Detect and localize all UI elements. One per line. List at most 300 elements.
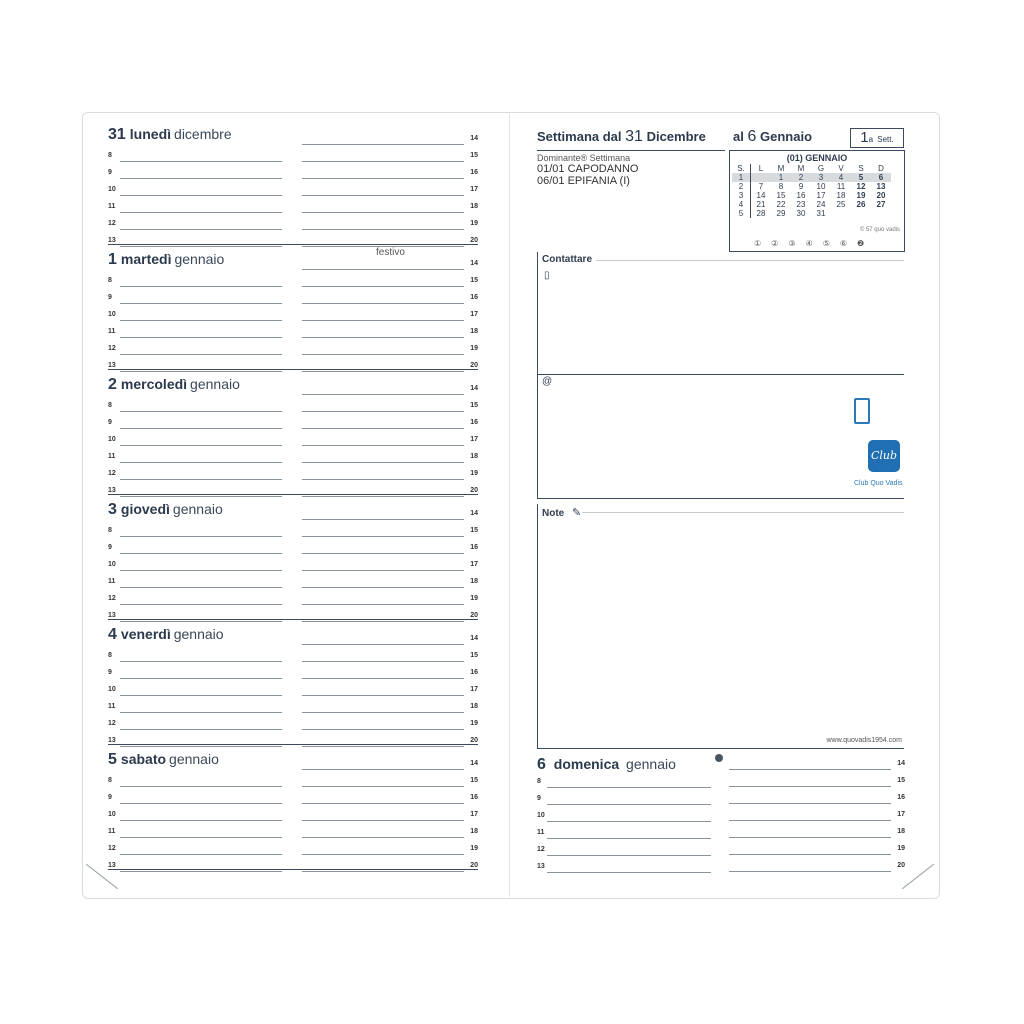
hour-slot[interactable]: [108, 561, 284, 573]
hour-label: 12: [108, 345, 116, 352]
hour-label: 19: [897, 845, 905, 852]
hour-label: 10: [108, 811, 116, 818]
hour-label: 10: [108, 686, 116, 693]
hour-slot[interactable]: [302, 595, 478, 607]
hour-slot[interactable]: [302, 385, 478, 397]
hour-label: 17: [470, 311, 478, 318]
hour-label: 9: [108, 419, 112, 426]
writing-line: [120, 303, 282, 304]
hour-label: 12: [537, 846, 545, 853]
writing-line: [729, 820, 891, 821]
hour-label: 17: [470, 561, 478, 568]
writing-line: [120, 604, 282, 605]
hour-slot[interactable]: [302, 135, 478, 147]
writing-line: [120, 354, 282, 355]
contact-title: Contattare: [542, 254, 593, 265]
hour-label: 14: [470, 260, 478, 267]
calendar-day: 21: [756, 200, 766, 209]
calendar-day: 18: [836, 191, 846, 200]
hour-label: 20: [470, 362, 478, 369]
writing-line: [120, 871, 282, 872]
calendar-day: 27: [876, 200, 886, 209]
writing-line: [302, 144, 464, 145]
hour-label: 10: [108, 186, 116, 193]
hour-slot[interactable]: [108, 686, 284, 698]
hour-slot[interactable]: [108, 811, 284, 823]
hour-slot[interactable]: [302, 635, 478, 647]
writing-line: [120, 229, 282, 230]
writing-line: [729, 769, 891, 770]
writing-line: [302, 536, 464, 537]
hour-label: 10: [108, 311, 116, 318]
hour-slot[interactable]: [302, 311, 478, 323]
hour-slot[interactable]: [302, 862, 478, 874]
hour-slot[interactable]: [302, 419, 478, 431]
hour-slot[interactable]: [729, 845, 905, 857]
calendar-note: © 57 quo vadis: [859, 227, 900, 233]
calendar-day: 2: [791, 173, 811, 182]
hour-slot[interactable]: [302, 345, 478, 357]
hour-label: 13: [108, 612, 116, 619]
hour-label: 12: [108, 220, 116, 227]
hour-slot[interactable]: [108, 328, 284, 340]
hour-label: 11: [108, 578, 116, 585]
writing-line: [302, 212, 464, 213]
writing-line: [302, 178, 464, 179]
hour-slot[interactable]: [729, 777, 905, 789]
hour-slot[interactable]: [108, 186, 284, 198]
hour-slot[interactable]: [302, 402, 478, 414]
calendar-day: 8: [778, 182, 784, 191]
writing-line: [302, 678, 464, 679]
writing-line: [120, 161, 282, 162]
calendar-day: 30: [796, 209, 806, 218]
writing-line: [120, 178, 282, 179]
hour-label: 13: [108, 487, 116, 494]
writing-line: [302, 445, 464, 446]
hour-slot[interactable]: [108, 220, 284, 232]
writing-line: [302, 428, 464, 429]
calendar-day: 15: [776, 191, 786, 200]
hour-label: 11: [108, 328, 116, 335]
hour-label: 18: [470, 453, 478, 460]
writing-line: [729, 803, 891, 804]
calendar-day: 11: [836, 182, 846, 191]
hour-slot[interactable]: [108, 169, 284, 181]
hour-slot[interactable]: [108, 345, 284, 357]
hour-label: 9: [108, 794, 112, 801]
hour-slot[interactable]: [729, 794, 905, 806]
hour-label: 9: [108, 169, 112, 176]
hour-label: 10: [108, 561, 116, 568]
calendar-day: 10: [816, 182, 826, 191]
hour-slot[interactable]: [302, 260, 478, 272]
writing-line: [302, 587, 464, 588]
hour-label: 17: [897, 811, 905, 818]
hour-slot[interactable]: [108, 703, 284, 715]
hour-slot[interactable]: [108, 277, 284, 289]
hour-label: 17: [470, 186, 478, 193]
hour-slot[interactable]: [302, 703, 478, 715]
mobile-phone-icon: [854, 398, 870, 424]
writing-line: [120, 729, 282, 730]
hour-label: 19: [470, 345, 478, 352]
hour-slot[interactable]: [108, 402, 284, 414]
writing-line: [302, 411, 464, 412]
day-header: 31 lunedì dicembre: [108, 126, 232, 143]
calendar-title: (01) GENNAIO: [786, 153, 848, 163]
mini-calendar: [729, 150, 905, 252]
hour-slot[interactable]: [302, 794, 478, 806]
hour-slot[interactable]: [302, 686, 478, 698]
writing-line: [120, 195, 282, 196]
writing-line: [302, 161, 464, 162]
writing-line: [302, 354, 464, 355]
holiday-item: 06/01 EPIFANIA (I): [537, 175, 630, 187]
calendar-day: 13: [876, 182, 886, 191]
hour-label: 19: [470, 845, 478, 852]
hour-slot[interactable]: [537, 863, 713, 875]
calendar-day: 7: [758, 182, 764, 191]
hour-label: 11: [108, 828, 116, 835]
writing-line: [120, 837, 282, 838]
hour-slot[interactable]: [537, 812, 713, 824]
hour-slot[interactable]: [302, 669, 478, 681]
hour-slot[interactable]: [302, 203, 478, 215]
calendar-day: 9: [798, 182, 804, 191]
hour-slot[interactable]: [302, 328, 478, 340]
hour-label: 12: [108, 595, 116, 602]
hour-label: 15: [470, 277, 478, 284]
hour-slot[interactable]: [302, 544, 478, 556]
hour-label: 8: [537, 778, 541, 785]
phone-icon: ▯: [544, 270, 550, 281]
left-page: [108, 120, 478, 870]
writing-line: [302, 479, 464, 480]
writing-line: [302, 519, 464, 520]
writing-line: [302, 337, 464, 338]
hour-slot[interactable]: [302, 811, 478, 823]
hour-slot[interactable]: [108, 794, 284, 806]
weekday-label: M: [797, 164, 805, 173]
week-number-badge: 1a Sett.: [850, 128, 904, 148]
bullet-dot: [715, 754, 723, 762]
hour-slot[interactable]: [108, 595, 284, 607]
calendar-day: 16: [796, 191, 806, 200]
writing-line: [547, 872, 711, 873]
hour-slot[interactable]: [108, 720, 284, 732]
day-block: [108, 495, 478, 620]
hour-slot[interactable]: [729, 862, 905, 874]
hour-label: 16: [470, 294, 478, 301]
writing-line: [302, 871, 464, 872]
writing-line: [302, 769, 464, 770]
hour-slot[interactable]: [108, 578, 284, 590]
calendar-week-row: [732, 191, 891, 200]
hour-label: 14: [470, 760, 478, 767]
writing-line: [302, 195, 464, 196]
writing-line: [729, 854, 891, 855]
calendar-day: 23: [796, 200, 806, 209]
writing-line: [302, 553, 464, 554]
hour-slot[interactable]: [302, 760, 478, 772]
writing-line: [302, 803, 464, 804]
writing-line: [547, 821, 711, 822]
hour-label: 14: [470, 135, 478, 142]
day-header: 1 martedì gennaio: [108, 251, 225, 268]
hour-slot[interactable]: [302, 720, 478, 732]
hour-slot[interactable]: [108, 470, 284, 482]
calendar-header: [732, 164, 891, 173]
day-block: [108, 245, 478, 370]
hour-label: 18: [470, 703, 478, 710]
hour-slot[interactable]: [302, 152, 478, 164]
calendar-week-row: [732, 173, 891, 182]
hour-label: 20: [470, 237, 478, 244]
hour-label: 20: [470, 612, 478, 619]
page-spine: [509, 112, 510, 897]
hour-label: 12: [108, 720, 116, 727]
writing-line: [302, 661, 464, 662]
hour-label: 8: [108, 152, 112, 159]
hour-slot[interactable]: [108, 845, 284, 857]
hour-label: 11: [537, 829, 545, 836]
hour-label: 13: [108, 862, 116, 869]
hour-label: 11: [108, 203, 116, 210]
day-block: [108, 120, 478, 245]
calendar-day: [851, 209, 871, 218]
hour-slot[interactable]: [302, 578, 478, 590]
hour-label: 16: [470, 544, 478, 551]
hour-slot[interactable]: [537, 829, 713, 841]
calendar-day: 17: [816, 191, 826, 200]
sunday-block: [537, 750, 905, 874]
day-block: [108, 370, 478, 495]
calendar-day: 24: [816, 200, 826, 209]
hour-slot[interactable]: [108, 652, 284, 664]
calendar-day: 31: [816, 209, 826, 218]
calendar-day: 4: [732, 200, 751, 209]
hour-slot[interactable]: [729, 811, 905, 823]
calendar-week-row: [732, 200, 891, 209]
hour-label: 11: [108, 703, 116, 710]
hour-label: 14: [470, 510, 478, 517]
writing-line: [729, 871, 891, 872]
writing-line: [302, 286, 464, 287]
writing-line: [120, 462, 282, 463]
note-title: Note: [542, 508, 565, 519]
writing-line: [302, 695, 464, 696]
hour-slot[interactable]: [302, 561, 478, 573]
weekday-label: D: [878, 164, 884, 173]
hour-slot[interactable]: [108, 203, 284, 215]
writing-line: [729, 786, 891, 787]
calendar-day: 22: [776, 200, 786, 209]
hour-label: 16: [470, 419, 478, 426]
writing-line: [120, 536, 282, 537]
writing-line: [302, 712, 464, 713]
weekday-label: G: [817, 164, 825, 173]
hour-slot[interactable]: [108, 669, 284, 681]
hour-label: 18: [470, 828, 478, 835]
hour-slot[interactable]: [108, 152, 284, 164]
hour-slot[interactable]: [302, 186, 478, 198]
hour-slot[interactable]: [302, 510, 478, 522]
dominante-box: [537, 150, 725, 191]
holiday-item: 01/01 CAPODANNO: [537, 163, 639, 175]
club-logo: Club: [868, 440, 900, 472]
hour-label: 15: [470, 777, 478, 784]
hour-label: 15: [470, 652, 478, 659]
calendar-day: [831, 209, 851, 218]
hour-label: 9: [108, 669, 112, 676]
hour-label: 8: [108, 527, 112, 534]
writing-line: [302, 269, 464, 270]
hour-label: 8: [108, 277, 112, 284]
hour-label: 14: [897, 760, 905, 767]
divider: [538, 374, 904, 375]
hour-label: 19: [470, 220, 478, 227]
hour-slot[interactable]: [729, 828, 905, 840]
hour-slot[interactable]: [108, 419, 284, 431]
hour-label: 15: [470, 527, 478, 534]
writing-line: [120, 337, 282, 338]
calendar-day: 19: [856, 191, 866, 200]
divider: [582, 512, 904, 513]
writing-line: [120, 479, 282, 480]
week-title: Settimana dal 31 Dicembre: [537, 128, 706, 145]
calendar-grid: [732, 164, 891, 218]
dominante-title: Dominante® Settimana: [537, 153, 631, 163]
hour-slot[interactable]: [108, 828, 284, 840]
writing-line: [729, 837, 891, 838]
writing-line: [302, 604, 464, 605]
hour-slot[interactable]: [302, 828, 478, 840]
hour-label: 19: [470, 595, 478, 602]
writing-line: [120, 212, 282, 213]
hour-slot[interactable]: [108, 436, 284, 448]
hour-label: 9: [108, 544, 112, 551]
hour-label: 18: [470, 578, 478, 585]
hour-slot[interactable]: [302, 453, 478, 465]
calendar-day: 3: [732, 191, 751, 200]
club-label: Club Quo Vadis: [854, 480, 903, 487]
hour-label: 8: [108, 652, 112, 659]
calendar-icons: ①②③④⑤⑥❷: [754, 239, 875, 248]
hour-label: 13: [108, 362, 116, 369]
hour-slot[interactable]: [302, 470, 478, 482]
writing-line: [302, 786, 464, 787]
at-icon: @: [542, 376, 553, 387]
festivo-label: festivo: [376, 247, 405, 258]
hour-slot[interactable]: [302, 777, 478, 789]
hour-slot[interactable]: [108, 527, 284, 539]
writing-line: [302, 320, 464, 321]
writing-line: [547, 855, 711, 856]
hour-label: 18: [470, 203, 478, 210]
hour-slot[interactable]: [302, 436, 478, 448]
day-header: 6 domenica gennaio: [537, 756, 676, 773]
hour-label: 20: [470, 862, 478, 869]
weekday-label: L: [758, 164, 764, 173]
hour-label: 14: [470, 385, 478, 392]
writing-line: [120, 786, 282, 787]
hour-slot[interactable]: [302, 220, 478, 232]
hour-slot[interactable]: [302, 294, 478, 306]
writing-line: [302, 644, 464, 645]
hour-label: 8: [108, 777, 112, 784]
hour-label: 16: [470, 669, 478, 676]
hour-slot[interactable]: [108, 544, 284, 556]
hour-slot[interactable]: [537, 795, 713, 807]
calendar-day: 25: [836, 200, 846, 209]
writing-line: [302, 229, 464, 230]
hour-label: 13: [108, 237, 116, 244]
day-block: [108, 620, 478, 745]
calendar-day: 6: [871, 173, 891, 182]
hour-slot[interactable]: [108, 311, 284, 323]
hour-slot[interactable]: [302, 527, 478, 539]
note-section: [537, 504, 904, 749]
calendar-day: 26: [856, 200, 866, 209]
writing-line: [302, 729, 464, 730]
calendar-day: 1: [732, 173, 751, 182]
calendar-day: 4: [831, 173, 851, 182]
hour-slot[interactable]: [302, 169, 478, 181]
calendar-day: 12: [856, 182, 866, 191]
calendar-week-row: [732, 182, 891, 191]
hour-slot[interactable]: [537, 846, 713, 858]
hour-slot[interactable]: [302, 845, 478, 857]
hour-label: 12: [108, 470, 116, 477]
hour-slot[interactable]: [108, 862, 284, 874]
calendar-day: 1: [771, 173, 791, 182]
hour-label: 15: [470, 152, 478, 159]
day-header: 2 mercoledì gennaio: [108, 376, 240, 393]
writing-line: [120, 570, 282, 571]
hour-label: 20: [470, 737, 478, 744]
hour-label: 19: [470, 720, 478, 727]
calendar-day: 3: [811, 173, 831, 182]
hour-label: 9: [108, 294, 112, 301]
calendar-day: 5: [732, 209, 751, 218]
hour-label: 14: [470, 635, 478, 642]
writing-line: [547, 838, 711, 839]
writing-line: [302, 837, 464, 838]
hour-label: 20: [470, 487, 478, 494]
week-title-to: al 6 Gennaio: [733, 128, 813, 145]
hour-label: 8: [108, 402, 112, 409]
hour-slot[interactable]: [302, 652, 478, 664]
hour-slot[interactable]: [302, 277, 478, 289]
writing-line: [547, 787, 711, 788]
calendar-day: 5: [851, 173, 871, 182]
hour-label: 17: [470, 436, 478, 443]
hour-slot[interactable]: [108, 453, 284, 465]
hour-slot[interactable]: [537, 778, 713, 790]
calendar-day: 14: [756, 191, 766, 200]
hour-label: 13: [537, 863, 545, 870]
weekday-label: S: [858, 164, 864, 173]
hour-label: 12: [108, 845, 116, 852]
hour-slot[interactable]: [729, 760, 905, 772]
hour-label: 10: [108, 436, 116, 443]
writing-line: [120, 587, 282, 588]
hour-slot[interactable]: [108, 777, 284, 789]
writing-line: [120, 411, 282, 412]
hour-label: 20: [897, 862, 905, 869]
hour-slot[interactable]: [108, 294, 284, 306]
